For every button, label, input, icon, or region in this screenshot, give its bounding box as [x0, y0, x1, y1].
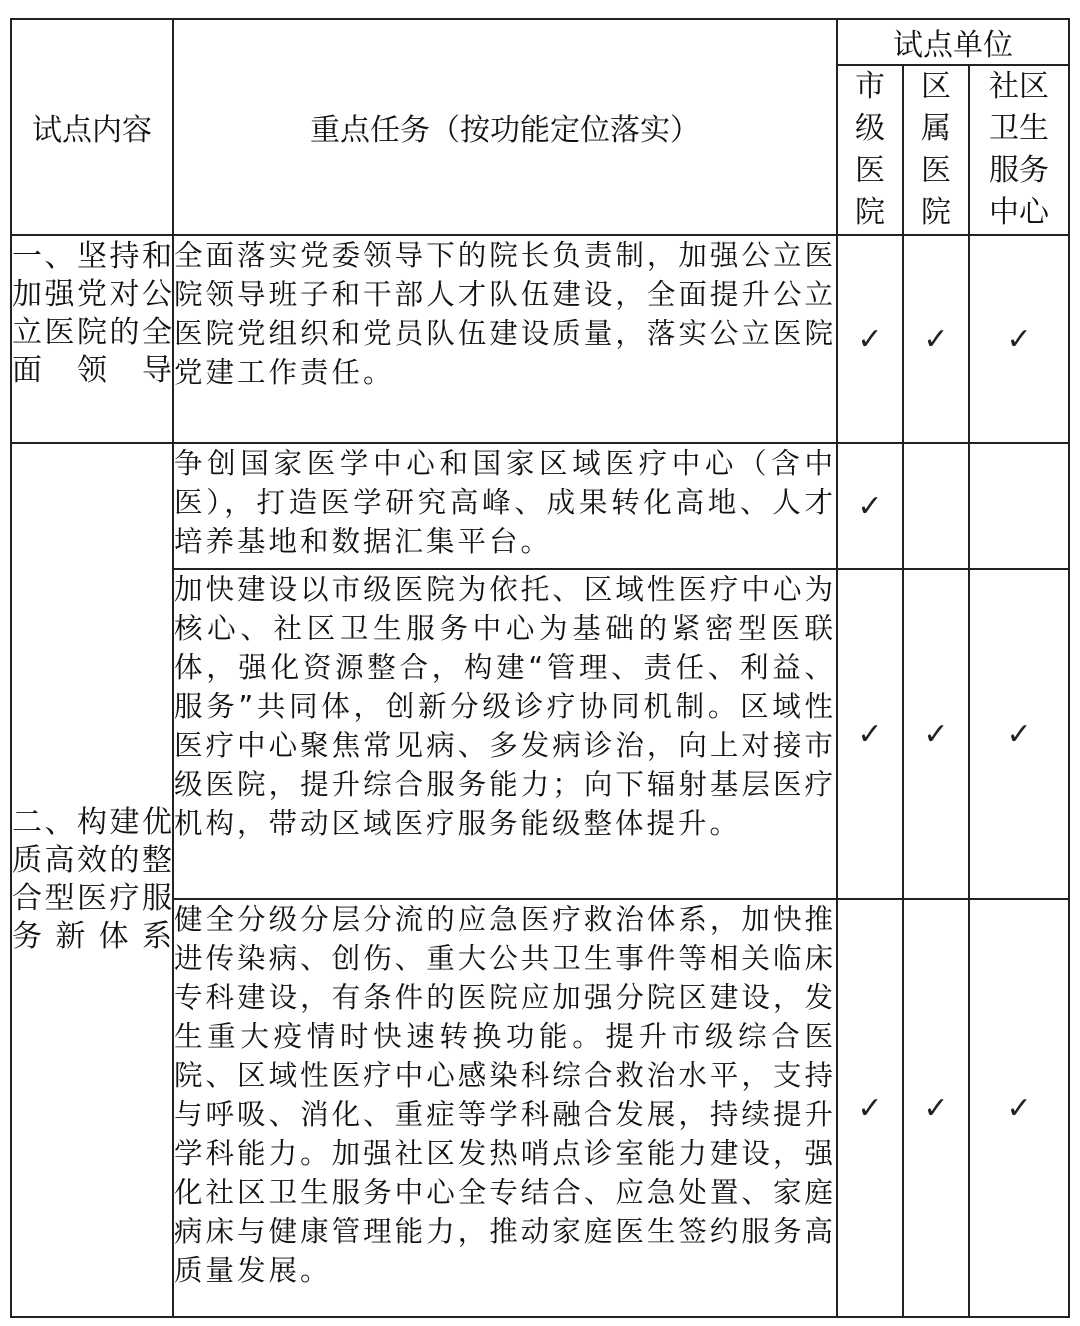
check-mark-icon: ✓	[1006, 716, 1032, 752]
header-unit-district	[903, 65, 969, 235]
check-mark-icon: ✓	[1006, 1090, 1032, 1126]
check-mark-icon: ✓	[923, 1090, 949, 1126]
check-mark-icon: ✓	[857, 716, 883, 752]
check-cell	[969, 235, 1069, 443]
unit-label: 市级医院	[855, 69, 885, 230]
check-cell	[969, 443, 1069, 569]
check-cell	[903, 235, 969, 443]
table-row	[11, 235, 1069, 443]
check-mark-icon: ✓	[923, 321, 949, 357]
task-cell: 加快建设以市级医院为依托、区域性医疗中心为核心、社区卫生服务中心为基础的紧密型医联体，强化资源整合，构建“管理、责任、利益、服务”共同体，创新分级诊疗协同机制。区域性医疗中心聚焦常见病、多发病诊治，向上对接市级医院，提升综合服务能力；向下辐射基层医疗机构，带动区域医疗服务能级整体提升。	[173, 569, 837, 899]
check-mark-icon: ✓	[857, 321, 883, 357]
task-cell: 健全分级分层分流的应急医疗救治体系，加快推进传染病、创伤、重大公共卫生事件等相关临床专科建设，有条件的医院应加强分院区建设，发生重大疫情时快速转换功能。提升市级综合医院、区域性医疗中心感染科综合救治水平，支持与呼吸、消化、重症等学科融合发展，持续提升学科能力。加强社区发热哨点诊室能力建设，强化社区卫生服务中心全专结合、应急处置、家庭病床与健康管理能力，推动家庭医生签约服务高质量发展。	[173, 899, 837, 1317]
header-unit-municipal	[837, 65, 903, 235]
header-tasks: 重点任务（按功能定位落实）	[173, 19, 837, 235]
category-cell: 一、坚持和加强党对公立医院的全面领导	[11, 235, 173, 443]
check-cell	[837, 569, 903, 899]
unit-label: 社区卫生服务中心	[989, 69, 1050, 230]
check-mark-icon: ✓	[857, 488, 883, 524]
check-cell	[969, 569, 1069, 899]
check-cell	[837, 443, 903, 569]
pilot-task-table	[10, 18, 1070, 1318]
check-cell	[969, 899, 1069, 1317]
unit-label: 区属医院	[921, 69, 951, 230]
header-content: 试点内容	[11, 19, 173, 235]
check-mark-icon: ✓	[1006, 321, 1032, 357]
table-row	[11, 443, 1069, 569]
check-mark-icon: ✓	[923, 716, 949, 752]
check-cell	[837, 235, 903, 443]
category-cell: 二、构建优质高效的整合型医疗服务新体系	[11, 443, 173, 1317]
check-cell	[903, 443, 969, 569]
check-cell	[903, 569, 969, 899]
check-mark-icon: ✓	[857, 1090, 883, 1126]
task-cell: 争创国家医学中心和国家区域医疗中心（含中医），打造医学研究高峰、成果转化高地、人才培养基地和数据汇集平台。	[173, 443, 837, 569]
check-cell	[837, 899, 903, 1317]
check-cell	[903, 899, 969, 1317]
task-cell: 全面落实党委领导下的院长负责制，加强公立医院领导班子和干部人才队伍建设，全面提升公立医院党组织和党员队伍建设质量，落实公立医院党建工作责任。	[173, 235, 837, 443]
header-unit-community	[969, 65, 1069, 235]
header-units-group: 试点单位	[837, 19, 1069, 65]
